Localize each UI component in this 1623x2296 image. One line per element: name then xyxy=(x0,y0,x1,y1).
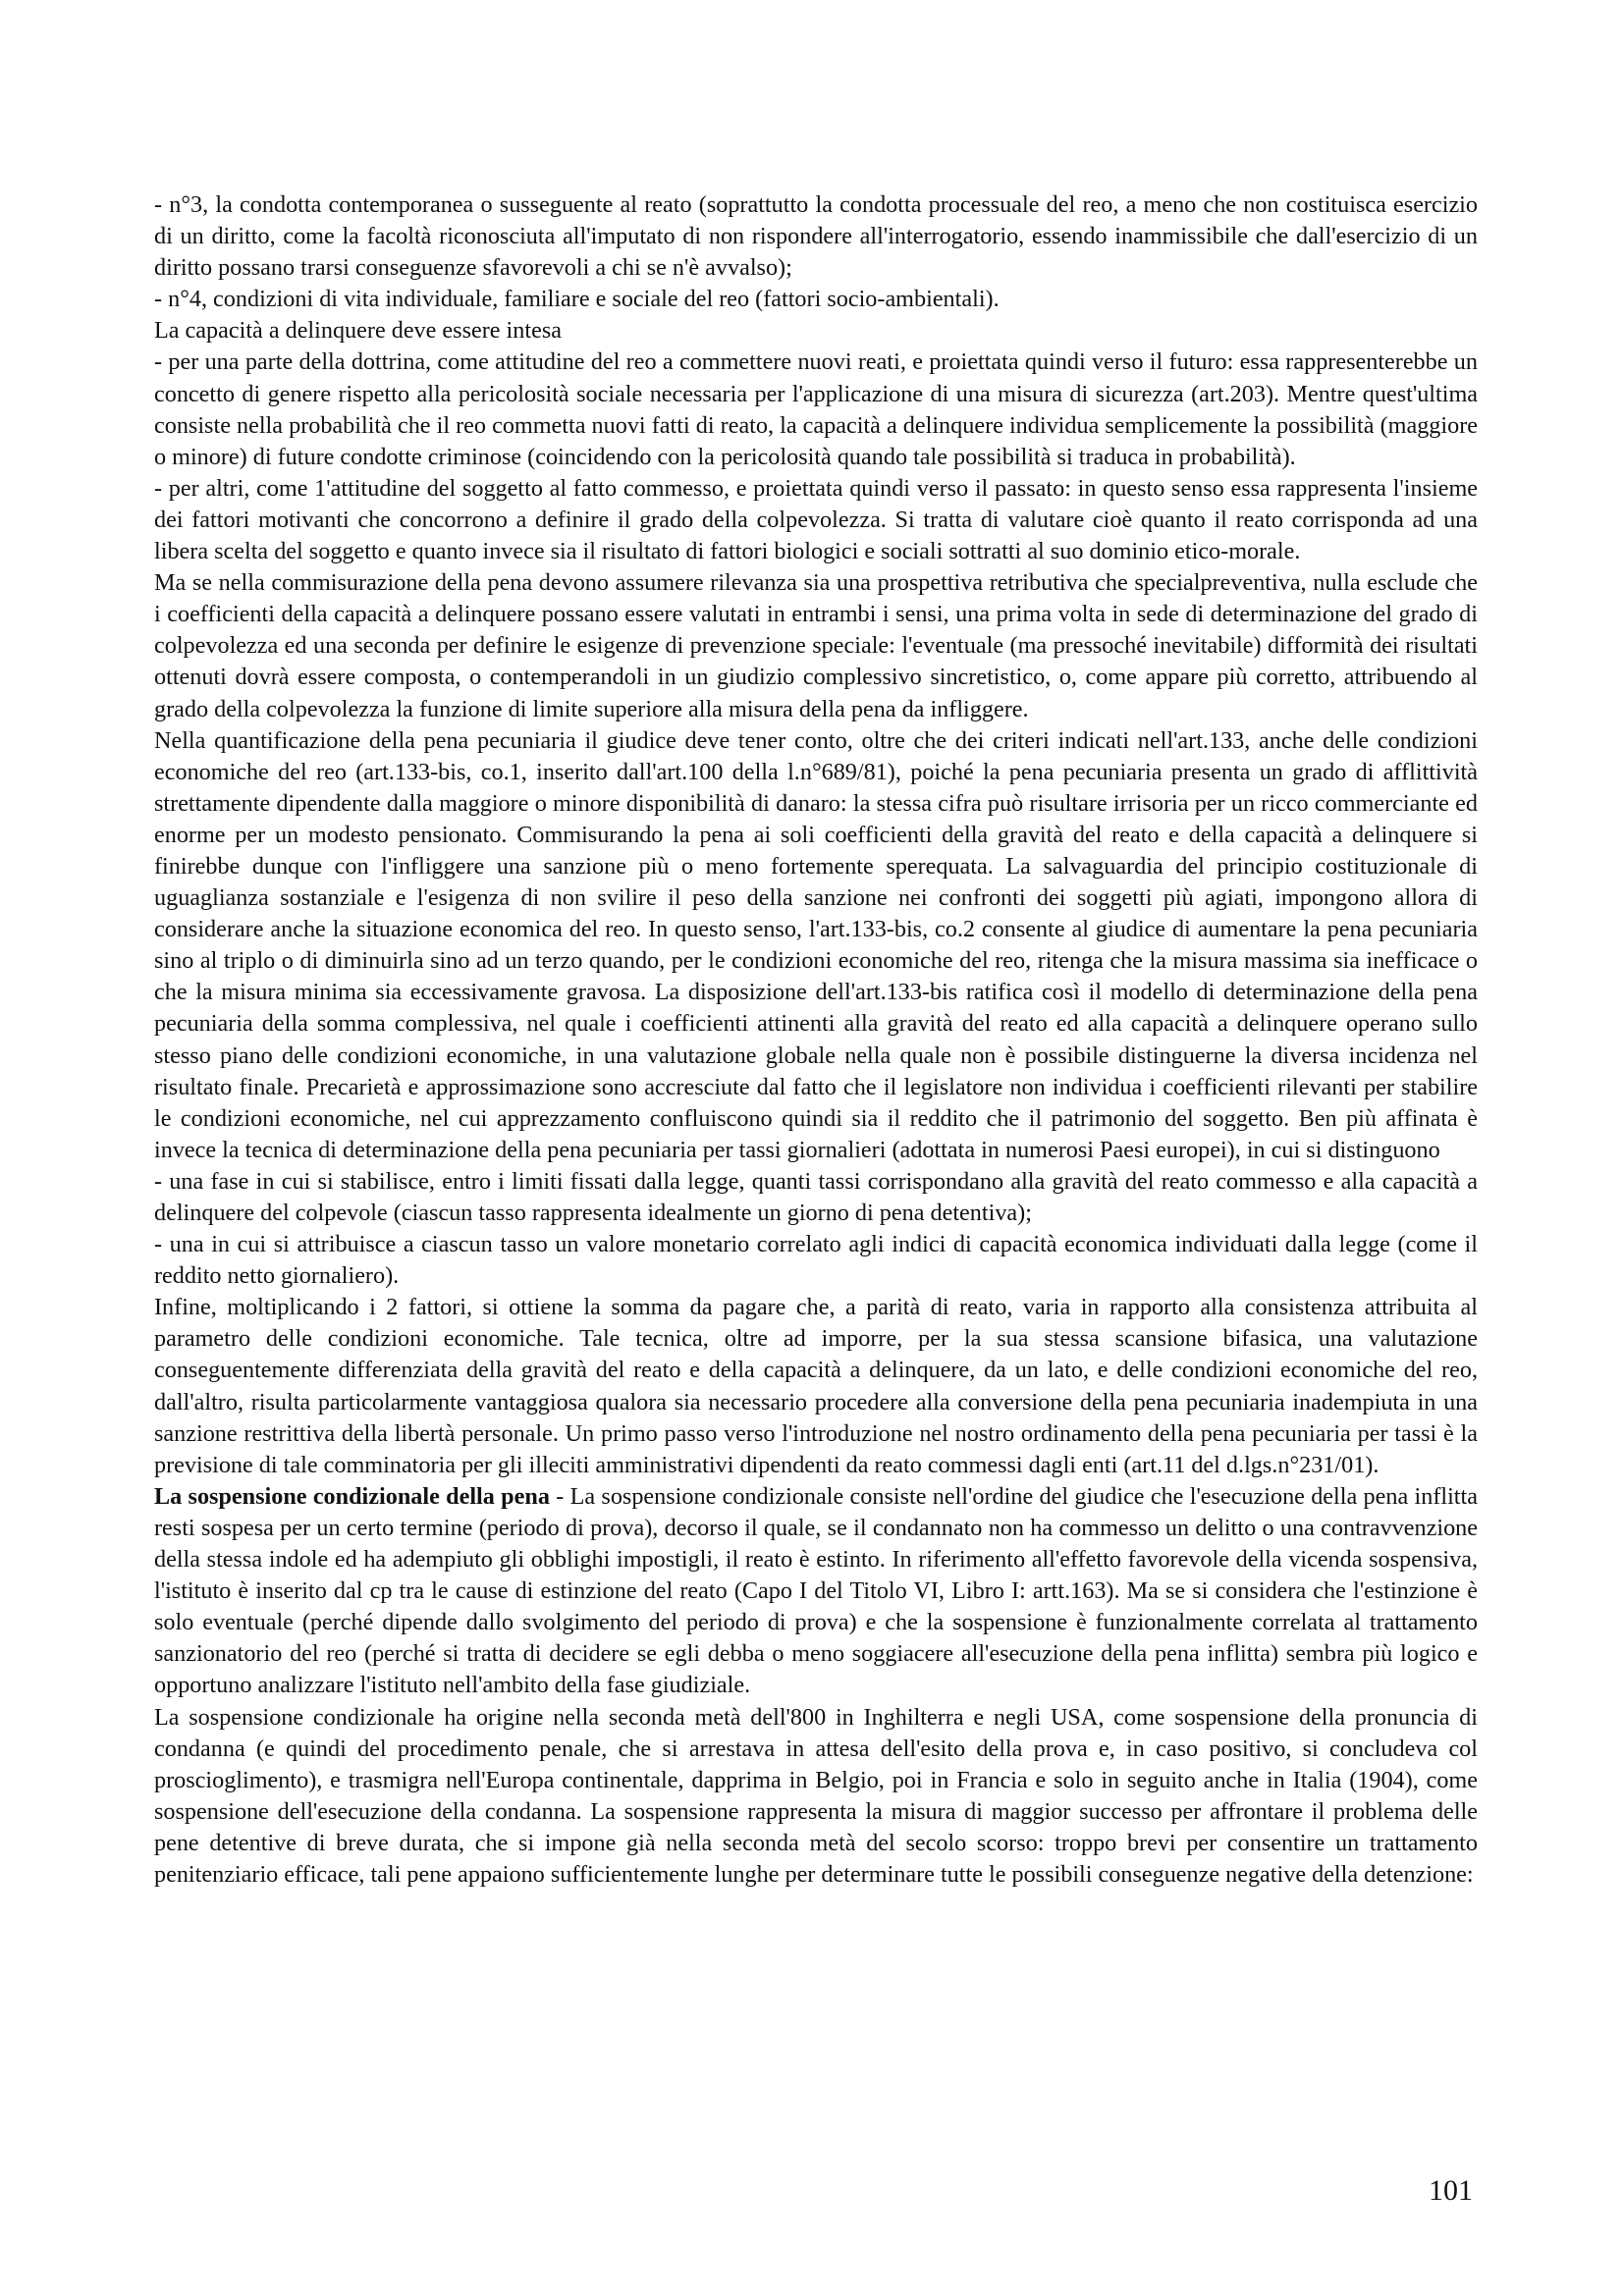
paragraph: Nella quantificazione della pena pecuniaria il giudice deve tener conto, oltre che dei criteri indicati nell'art.133, anche delle condizioni economiche del reo (art.133-bis, co.1, inserito dall'art.100 della l.n°689/81), poiché la pena pecuniaria presenta un grado di afflittività strettamente dipendente dalla maggiore o minore disponibilità di danaro: la stessa cifra può risultare irrisoria per un ricco commerciante ed enorme per un modesto pensionato. Commisurando la pena ai soli coefficienti della gravità del reato e della capacità a delinquere si finirebbe dunque con l'infliggere una sanzione più o meno fortemente sperequata. La salvaguardia del principio costituzionale di uguaglianza sostanziale e l'esigenza di non svilire il peso della sanzione nei confronti dei soggetti più agiati, impongono allora di considerare anche la situazione economica del reo. In questo senso, l'art.133-bis, co.2 consente al giudice di aumentare la pena pecuniaria sino al triplo o di diminuirla sino ad un terzo quando, per le condizioni economiche del reo, ritenga che la misura massima sia inefficace o che la misura minima sia eccessivamente gravosa. La disposizione dell'art.133-bis ratifica così il modello di determinazione della pena pecuniaria della somma complessiva, nel quale i coefficienti attinenti alla gravità del reato ed alla capacità a delinquere operano sullo stesso piano delle condizioni economiche, in una valutazione globale nella quale non è possibile distinguerne la diversa incidenza nel risultato finale. Precarietà e approssimazione sono accresciute dal fatto che il legislatore non individua i coefficienti rilevanti per stabilire le condizioni economiche, nel cui apprezzamento confluiscono quindi sia il reddito che il patrimonio del soggetto. Ben più affinata è invece la tecnica di determinazione della pena pecuniaria per tassi giornalieri (adottata in numerosi Paesi europei), in cui si distinguono xyxy=(154,726,1478,1163)
section-lead: - La sospensione condizionale consiste nell'ordine del giudice che l'esecuzione della pena inflitta resti sospesa per un certo termine (periodo di prova), decorso il quale, se il condannato non ha commesso un delitto o una contravvenzione della stessa indole ed ha adempiuto gli obblighi impostigli, il reato è estinto. In riferimento all'effetto favorevole della vicenda sospensiva, l'istituto è inserito dal cp tra le cause di estinzione del reato (Capo I del Titolo VI, Libro I: artt.163). Ma se si considera che l'estinzione è solo eventuale (perché dipende dallo svolgimento del periodo di prova) e che la sospensione è funzionalmente correlata al trattamento sanzionatorio del reo (perché si tratta di decidere se egli debba o meno soggiacere all'esecuzione della pena inflitta) sembra più logico e opportuno analizzare l'istituto nell'ambito della fase giudiziale. xyxy=(154,1482,1478,1699)
paragraph: - per una parte della dottrina, come attitudine del reo a commettere nuovi reati, e proiettata quindi verso il futuro: essa rappresenterebbe un concetto di genere rispetto alla pericolosità sociale necessaria per l'applicazione di una misura di sicurezza (art.203). Mentre quest'ultima consiste nella probabilità che il reo commetta nuovi fatti di reato, la capacità a delinquere individua semplicemente la possibilità (maggiore o minore) di future condotte criminose (coincidendo con la pericolosità quando tale possibilità si traduca in probabilità). xyxy=(154,348,1478,470)
paragraph: Ma se nella commisurazione della pena devono assumere rilevanza sia una prospettiva retributiva che specialpreventiva, nulla esclude che i coefficienti della capacità a delinquere possano essere valutati in entrambi i sensi, una prima volta in sede di determinazione del grado di colpevolezza ed una seconda per definire le esigenze di prevenzione speciale: l'eventuale (ma pressoché inevitabile) difformità dei risultati ottenuti dovrà essere composta, o contemperandoli in un giudizio complessivo sincretistico, o, come appare più corretto, attribuendo al grado della colpevolezza la funzione di limite superiore alla misura della pena da infliggere. xyxy=(154,569,1478,722)
paragraph: - per altri, come 1'attitudine del soggetto al fatto commesso, e proiettata quindi verso il passato: in questo senso essa rappresenta l'insieme dei fattori motivanti che concorrono a definire il grado della colpevolezza. Si tratta di valutare cioè quanto il reato corrisponda ad una libera scelta del soggetto e quanto invece sia il risultato di fattori biologici e sociali sottratti al suo dominio etico-morale. xyxy=(154,474,1478,565)
paragraph: Infine, moltiplicando i 2 fattori, si ottiene la somma da pagare che, a parità di reato, varia in rapporto alla consistenza attribuita al parametro delle condizioni economiche. Tale tecnica, oltre ad imporre, per la sua stessa scansione bifasica, una valutazione conseguentemente differenziata della gravità del reato e della capacità a delinquere, da un lato, e delle condizioni economiche del reo, dall'altro, risulta particolarmente vantaggiosa qualora sia necessario procedere alla conversione della pena pecuniaria inadempiuta in una sanzione restrittiva della libertà personale. Un primo passo verso l'introduzione nel nostro ordinamento della pena pecuniaria per tassi è la previsione di tale comminatoria per gli illeciti amministrativi dipendenti da reato commessi dagli enti (art.11 del d.lgs.n°231/01). xyxy=(154,1294,1478,1478)
paragraph: La sospensione condizionale ha origine nella seconda metà dell'800 in Inghilterra e negli USA, come sospensione della pronuncia di condanna (e quindi del procedimento penale, che si arrestava in attesa dell'esito della prova e, in caso positivo, si concludeva col proscioglimento), e trasmigra nell'Europa continentale, dapprima in Belgio, poi in Francia e solo in seguito anche in Italia (1904), come sospensione dell'esecuzione della condanna. La sospensione rappresenta la misura di maggior successo per affrontare il problema delle pene detentive di breve durata, che si impone già nella seconda metà del secolo scorso: troppo brevi per consentire un trattamento penitenziario efficace, tali pene appaiono sufficientemente lunghe per determinare tutte le possibili conseguenze negative della detenzione: xyxy=(154,1703,1478,1888)
page-number: 101 xyxy=(1429,2174,1473,2207)
paragraph: - una fase in cui si stabilisce, entro i limiti fissati dalla legge, quanti tassi corrispondano alla gravità del reato commesso e alla capacità a delinquere del colpevole (ciascun tasso rappresenta idealmente un giorno di pena detentiva); xyxy=(154,1167,1478,1226)
paragraph: La capacità a delinquere deve essere intesa xyxy=(154,317,562,345)
paragraph: - una in cui si attribuisce a ciascun tasso un valore monetario correlato agli indici di capacità economica individuati dalla legge (come il reddito netto giornaliero). xyxy=(154,1231,1478,1290)
paragraph: - n°3, la condotta contemporanea o susseguente al reato (soprattutto la condotta processuale del reo, a meno che non costituisca esercizio di un diritto, come la facoltà riconosciuta all'imputato di non rispondere all'interrogatorio, essendo inammissibile che dall'esercizio di un diritto possano trarsi conseguenze sfavorevoli a chi se n'è avvalso); xyxy=(154,191,1478,282)
section-paragraph xyxy=(154,1481,1478,1702)
document-body xyxy=(154,189,1478,1891)
paragraph: - n°4, condizioni di vita individuale, familiare e sociale del reo (fattori socio-ambientali). xyxy=(154,286,1000,313)
section-heading: La sospensione condizionale della pena xyxy=(154,1482,550,1510)
